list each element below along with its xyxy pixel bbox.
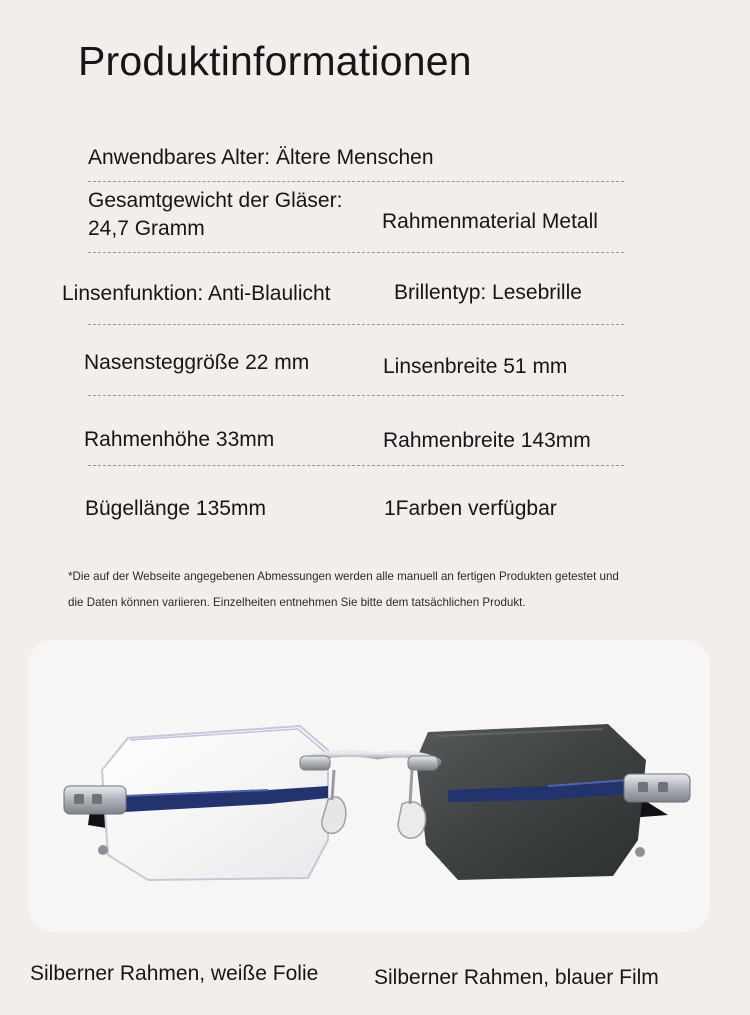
spec-lens-function: Linsenfunktion: Anti-Blaulicht bbox=[62, 282, 331, 305]
nose-pad-right bbox=[398, 802, 426, 838]
page-title: Produktinformationen bbox=[78, 38, 472, 84]
spec-glasses-type: Brillentyp: Lesebrille bbox=[394, 281, 582, 304]
hinge-right bbox=[624, 774, 690, 802]
divider bbox=[88, 324, 624, 325]
caption-silver-white: Silberner Rahmen, weiße Folie bbox=[30, 962, 319, 985]
spec-nose-bridge: Nasensteggröße 22 mm bbox=[84, 351, 310, 374]
spec-weight-line1: Gesamtgewicht der Gläser: bbox=[88, 189, 343, 212]
disclaimer-line2: die Daten können variieren. Einzelheiten entnehmen Sie bitte dem tatsächlichen Produkt. bbox=[68, 596, 526, 609]
spec-material: Rahmenmaterial Metall bbox=[382, 210, 598, 233]
spec-frame-height: Rahmenhöhe 33mm bbox=[84, 428, 275, 451]
spec-frame-width: Rahmenbreite 143mm bbox=[383, 429, 591, 452]
spec-colors: 1Farben verfügbar bbox=[384, 497, 557, 520]
divider bbox=[88, 181, 624, 182]
spec-lens-width: Linsenbreite 51 mm bbox=[383, 355, 568, 378]
spec-age: Anwendbares Alter: Ältere Menschen bbox=[88, 146, 434, 169]
eyeglasses-illustration bbox=[28, 640, 710, 932]
product-photo bbox=[28, 640, 710, 932]
divider bbox=[88, 465, 624, 466]
divider bbox=[88, 252, 624, 253]
tinted-lens bbox=[416, 724, 646, 880]
spec-temple-length: Bügellänge 135mm bbox=[85, 497, 266, 520]
divider bbox=[88, 395, 624, 396]
caption-silver-blue: Silberner Rahmen, blauer Film bbox=[374, 966, 659, 989]
disclaimer-line1: *Die auf der Webseite angegebenen Abmessungen werden alle manuell an fertigen Produkten getestet und bbox=[68, 570, 619, 583]
spec-weight-line2: 24,7 Gramm bbox=[88, 217, 205, 240]
